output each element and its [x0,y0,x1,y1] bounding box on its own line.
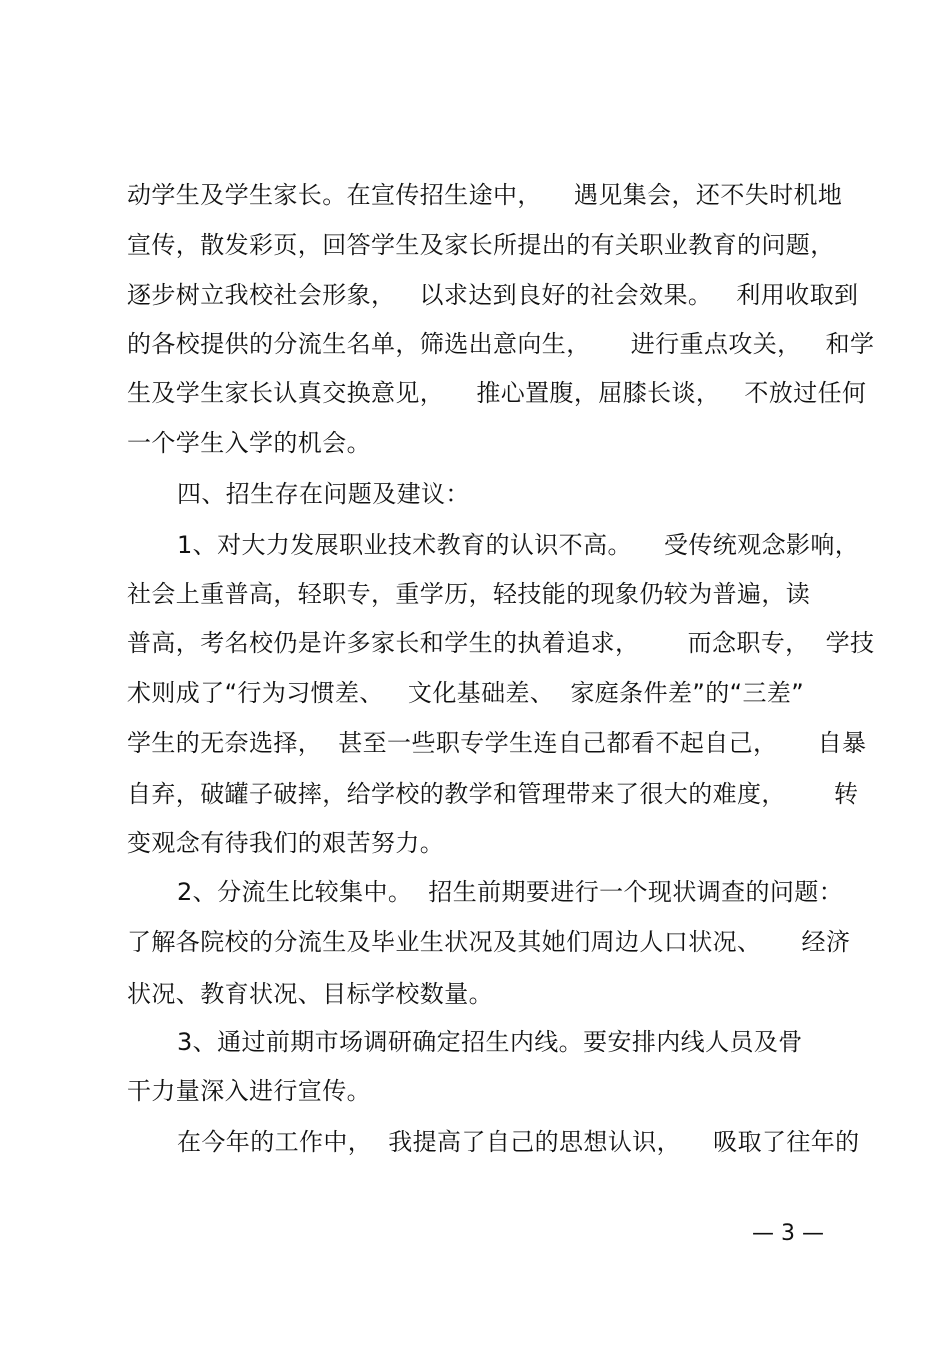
text-line: 了解各院校的分流生及毕业生状况及其她们周边人口状况、 经济 [127,928,851,956]
text-line: 3、通过前期市场调研确定招生内线。要安排内线人员及骨 [177,1028,803,1056]
text-line: 一个学生入学的机会。 [127,429,371,457]
text-line: 社会上重普高，轻职专，重学历，轻技能的现象仍较为普遍，读 [127,580,811,608]
text-line: 干力量深入进行宣传。 [127,1077,371,1105]
section-heading: 四、招生存在问题及建议： [177,480,470,508]
text-line: 学生的无奈选择， 甚至一些职专学生连自己都看不起自己， 自暴 [127,729,867,757]
text-line: 宣传，散发彩页，回答学生及家长所提出的有关职业教育的问题， [127,231,835,259]
text-line: 状况、教育状况、目标学校数量。 [127,980,493,1008]
text-line: 生及学生家长认真交换意见， 推心置腹，屈膝长谈， 不放过任何 [127,379,867,407]
text-line: 术则成了“行为习惯差、 文化基础差、 家庭条件差”的“三差” [127,679,805,707]
text-line: 2、分流生比较集中。 招生前期要进行一个现状调查的问题： [177,878,844,906]
text-line: 在今年的工作中， 我提高了自己的思想认识， 吸取了往年的 [177,1128,860,1156]
text-line: 动学生及学生家长。在宣传招生途中， 遇见集会，还不失时机地 [127,181,843,209]
text-line: 普高，考名校仍是许多家长和学生的执着追求， 而念职专， 学技 [127,629,875,657]
text-line: 1、对大力发展职业技术教育的认识不高。 受传统观念影响， [177,531,860,559]
text-line: 变观念有待我们的艰苦努力。 [127,829,445,857]
text-line: 逐步树立我校社会形象， 以求达到良好的社会效果。 利用收取到 [127,281,859,309]
text-line: 自弃，破罐子破摔，给学校的教学和管理带来了很大的难度， 转 [127,780,859,808]
page-number: — 3 — [752,1221,824,1246]
text-line: 的各校提供的分流生名单，筛选出意向生， 进行重点攻关， 和学 [127,330,875,358]
